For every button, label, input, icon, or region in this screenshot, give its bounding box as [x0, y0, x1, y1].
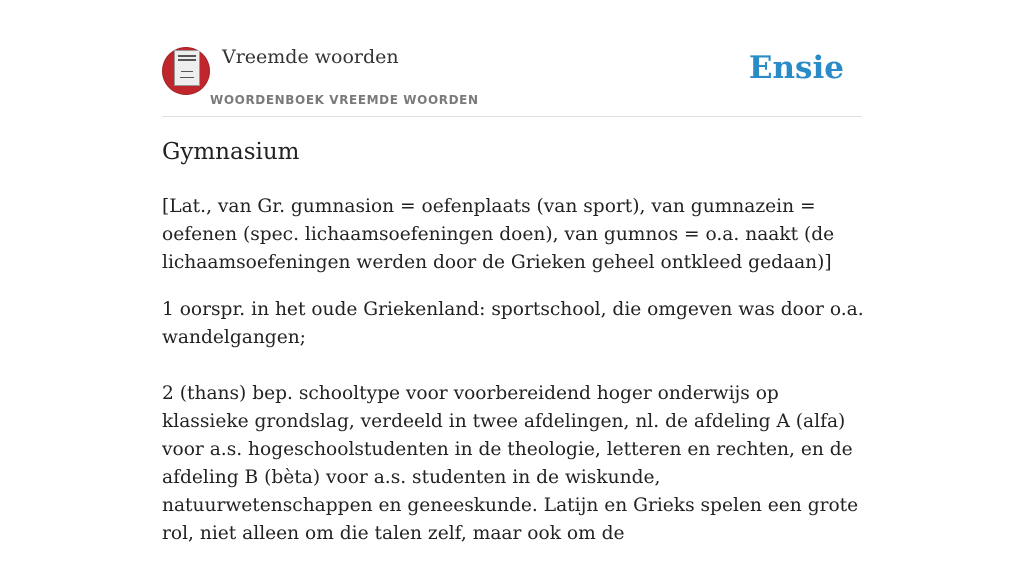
entry-body [162, 193, 868, 567]
entry-title: Gymnasium [162, 139, 300, 165]
source-avatar[interactable] [162, 47, 210, 95]
book-cover-icon [174, 50, 200, 86]
source-header [162, 42, 862, 117]
entry-definition: 1 oorspr. in het oude Griekenland: sportschool, die omgeven was door o.a. wandelgangen; 2 (thans) bep. schooltype voor voorbereidend hoger onderwijs op klassieke grondslag, verdeeld in twee afdelingen, nl. de afdeling A (alfa) voor a.s. hogeschoolstudenten in de theologie, letteren en rechten, en de afdeling B (bèta) voor a.s. studenten in de wiskunde, natuurwetenschappen en geneeskunde. Latijn en Grieks spelen een grote rol, niet alleen om die talen zelf, maar ook om de [162, 299, 864, 544]
brand-logo-link[interactable]: Ensie [748, 50, 844, 86]
source-subtitle: WOORDENBOEK VREEMDE WOORDEN [210, 93, 479, 107]
entry-etymology: [Lat., van Gr. gumnasion = oefenplaats (van sport), van gumnazein = oefenen (spec. lichaamsoefeningen doen), van gumnos = o.a. naakt (de lichaamsoefeningen werden door de Grieken geheel ontkleed gedaan)] [162, 196, 835, 273]
source-title-link[interactable]: Vreemde woorden [222, 46, 399, 68]
